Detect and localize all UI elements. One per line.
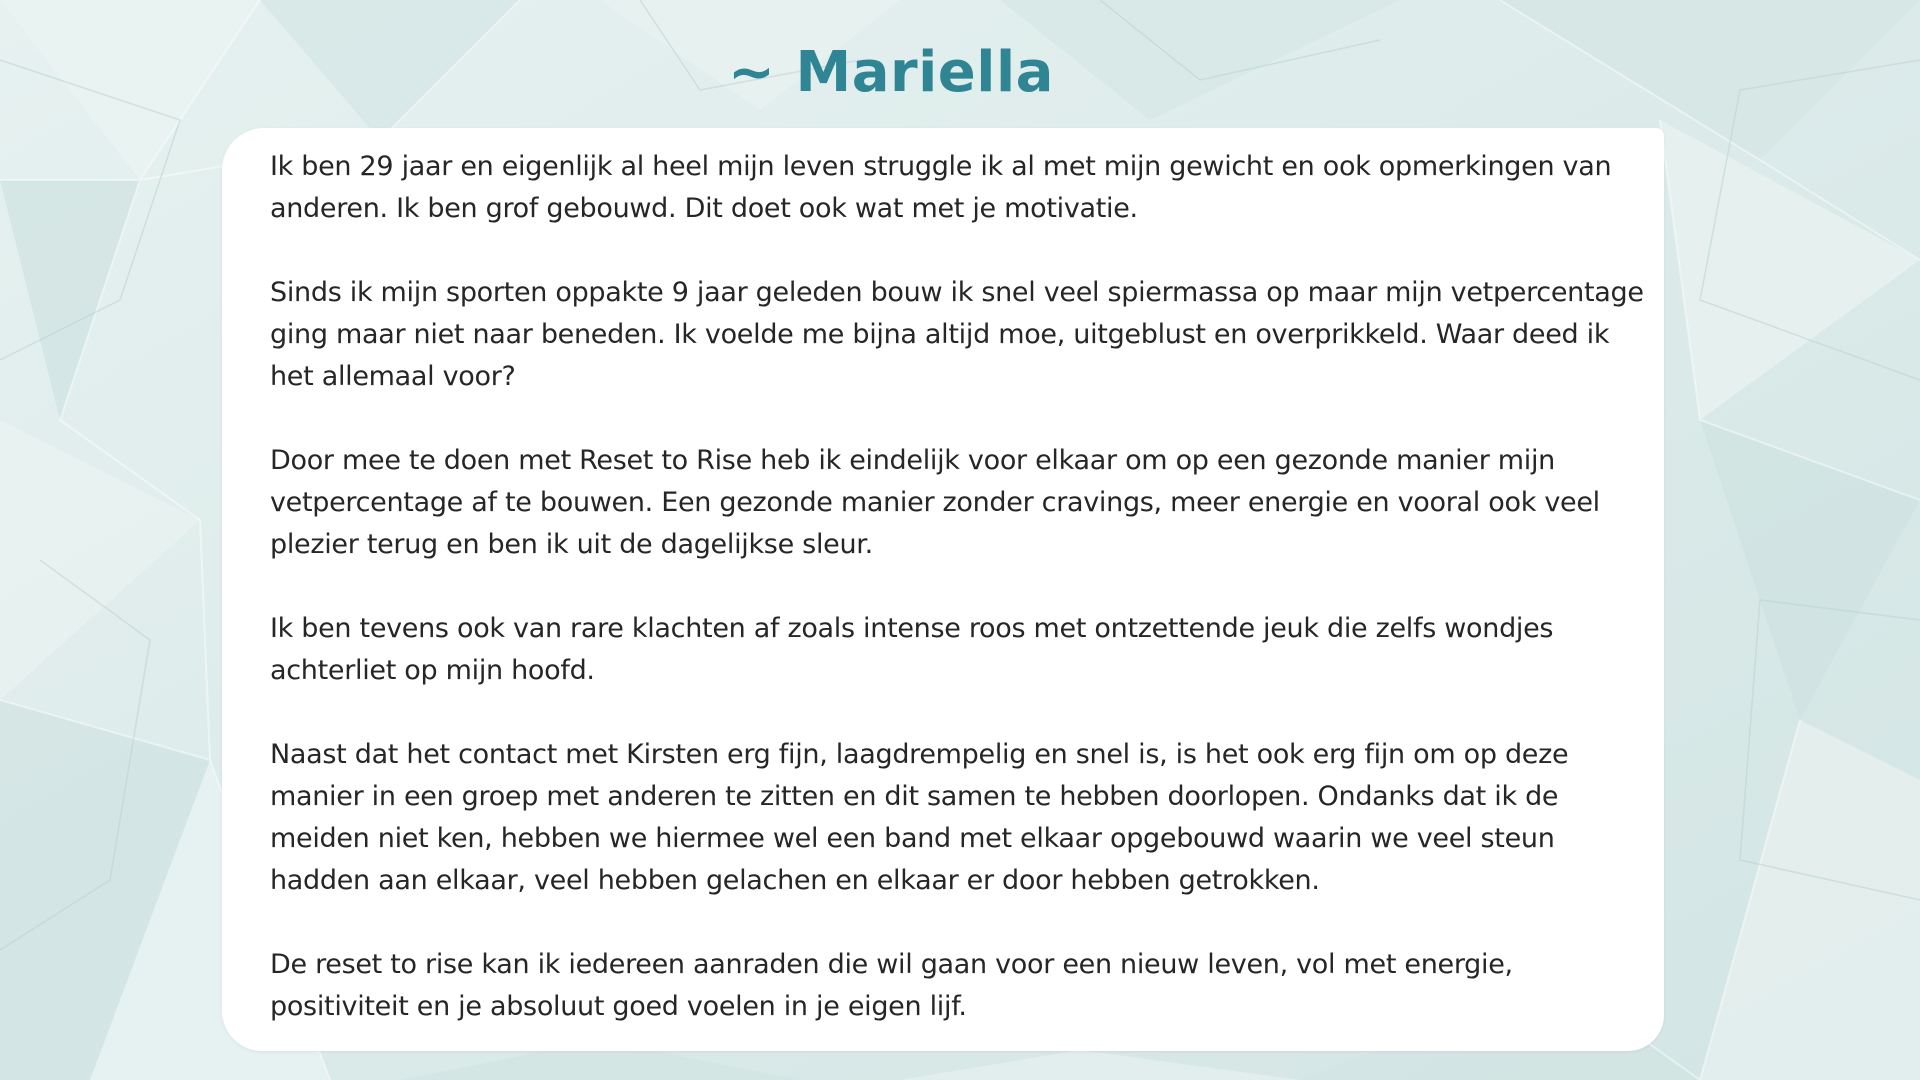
testimonial-paragraph: Naast dat het contact met Kirsten erg fijn, laagdrempelig en snel is, is het ook erg fijn om op deze manier in een groep met anderen te zitten en dit samen te hebben doorlopen. Ondanks dat ik de meiden niet ken, hebben we hiermee wel een band met elkaar opgebouwd waarin we veel steun hadden aan elkaar, veel hebben gelachen en elkaar er door hebben getrokken. xyxy=(270,739,1569,896)
testimonial-paragraph: De reset to rise kan ik iedereen aanraden die wil gaan voor een nieuw leven, vol met energie, positiviteit en je absoluut goed voelen in je eigen lijf. xyxy=(270,949,1513,1022)
testimonial-paragraph: Ik ben 29 jaar en eigenlijk al heel mijn leven struggle ik al met mijn gewicht en ook opmerkingen van anderen. Ik ben grof gebouwd. Dit doet ook wat met je motivatie. xyxy=(270,151,1612,224)
testimonial-paragraph: Sinds ik mijn sporten oppakte 9 jaar geleden bouw ik snel veel spiermassa op maar mijn vetpercentage ging maar niet naar beneden. Ik voelde me bijna altijd moe, uitgeblust en overprikkeld. Waar deed ik het allemaal voor? xyxy=(270,277,1644,392)
testimonial-card xyxy=(222,128,1664,1051)
testimonial-author-title: ~ Mariella xyxy=(728,40,1054,105)
testimonial-paragraph: Ik ben tevens ook van rare klachten af zoals intense roos met ontzettende jeuk die zelfs wondjes achterliet op mijn hoofd. xyxy=(270,613,1554,686)
testimonial-paragraph: Door mee te doen met Reset to Rise heb ik eindelijk voor elkaar om op een gezonde manier mijn vetpercentage af te bouwen. Een gezonde manier zonder cravings, meer energie en vooral ook veel plezier terug en ben ik uit de dagelijkse sleur. xyxy=(270,445,1600,560)
